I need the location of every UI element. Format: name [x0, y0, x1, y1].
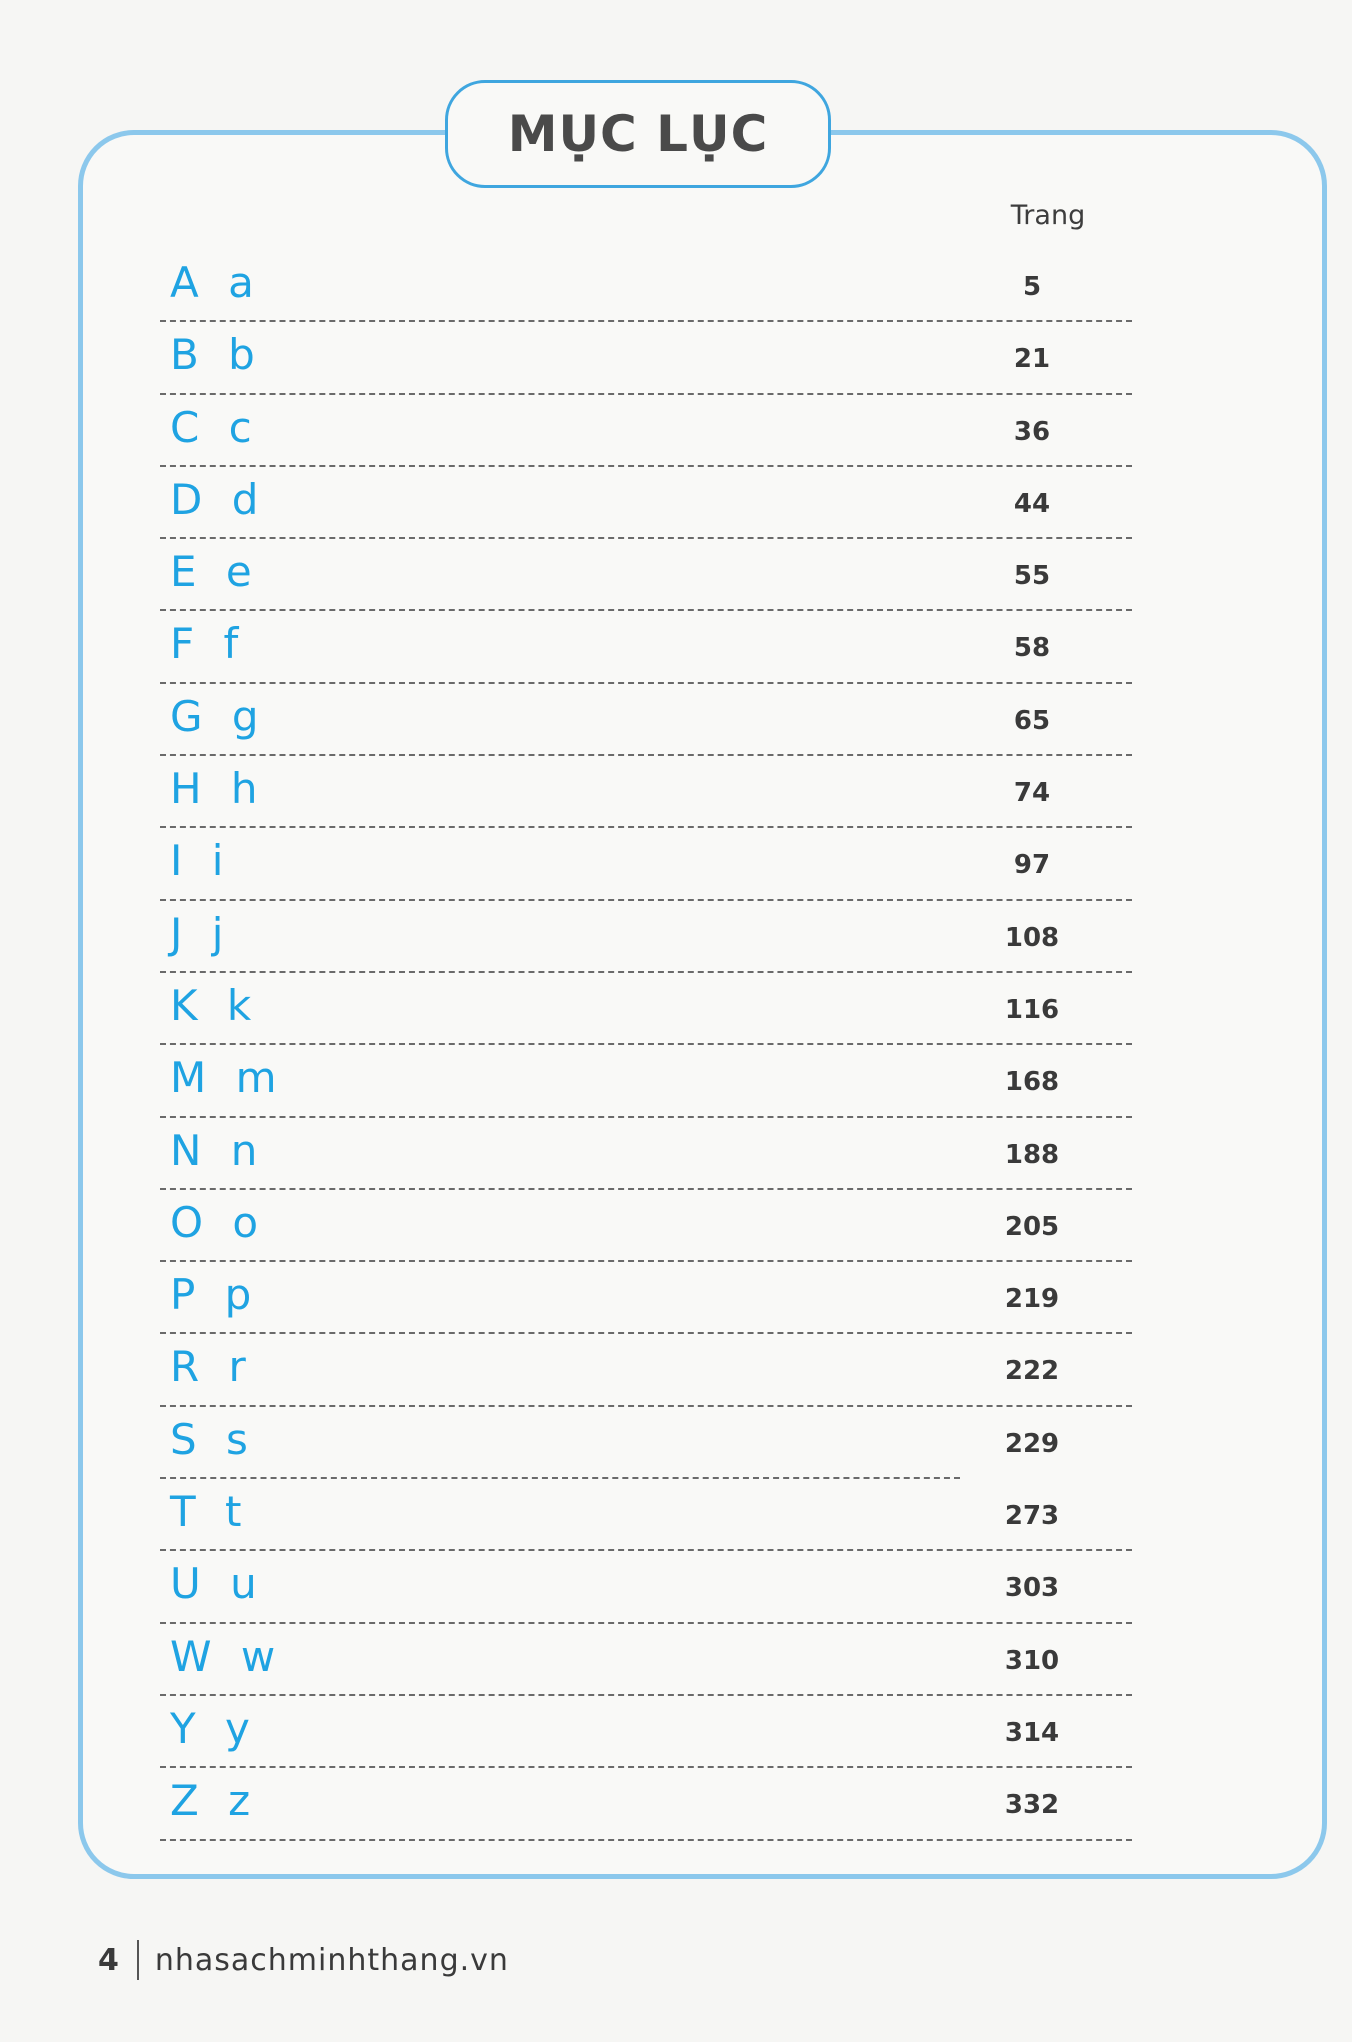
toc-letter: A a	[170, 258, 262, 307]
footer-website[interactable]: nhasachminhthang.vn	[154, 1942, 509, 1978]
toc-page: 188	[1004, 1139, 1060, 1170]
toc-letter: N n	[170, 1125, 266, 1175]
toc-row[interactable]	[160, 1551, 1132, 1623]
toc-row[interactable]	[160, 756, 1132, 828]
toc-row[interactable]	[160, 1479, 1132, 1551]
toc-letter: H h	[170, 764, 266, 814]
toc-letter: D d	[170, 474, 267, 524]
toc-letter: U u	[170, 1559, 265, 1609]
toc-letter: Z z	[170, 1776, 259, 1826]
toc-row[interactable]	[160, 973, 1132, 1045]
toc-page: 222	[1004, 1356, 1060, 1387]
toc-letter: F f	[170, 619, 247, 669]
page-column-header: Trang	[1010, 200, 1086, 231]
toc-page: 36	[1013, 416, 1051, 447]
toc-page: 219	[1004, 1284, 1060, 1315]
toc-page: 58	[1013, 633, 1051, 664]
toc-row[interactable]	[160, 1407, 1132, 1479]
toc-row[interactable]	[160, 322, 1132, 394]
toc-page: 21	[1013, 344, 1051, 375]
toc-row[interactable]	[160, 684, 1132, 756]
toc-row[interactable]	[160, 1696, 1132, 1768]
toc-row[interactable]	[160, 467, 1132, 539]
toc-letter: G g	[170, 691, 267, 741]
footer-divider	[137, 1940, 139, 1980]
toc-page: 310	[1004, 1645, 1060, 1676]
toc-letter: M m	[170, 1053, 285, 1103]
toc-row[interactable]	[160, 901, 1132, 973]
toc-list	[160, 250, 1132, 1841]
toc-page: 205	[1004, 1211, 1060, 1242]
toc-letter: J j	[170, 908, 232, 958]
page-footer	[98, 1940, 509, 1980]
toc-row[interactable]	[160, 1334, 1132, 1406]
toc-letter: I i	[170, 836, 232, 886]
toc-letter: E e	[170, 547, 260, 597]
toc-page: 116	[1004, 994, 1060, 1025]
footer-page-number: 4	[98, 1942, 119, 1978]
toc-page: 229	[1004, 1428, 1060, 1459]
toc-row[interactable]	[160, 250, 1132, 322]
toc-page: 5	[1022, 272, 1042, 302]
toc-letter: C c	[170, 402, 260, 452]
toc-page: 168	[1004, 1067, 1060, 1098]
toc-row[interactable]	[160, 611, 1132, 683]
toc-letter: B b	[170, 330, 263, 380]
toc-row[interactable]	[160, 539, 1132, 611]
title-box	[445, 80, 831, 188]
toc-page: 44	[1013, 488, 1051, 519]
toc-row[interactable]	[160, 1624, 1132, 1696]
toc-row[interactable]	[160, 1262, 1132, 1334]
toc-page: 74	[1013, 778, 1051, 809]
toc-letter: R r	[170, 1342, 254, 1392]
toc-letter: Y y	[170, 1703, 258, 1753]
toc-row[interactable]	[160, 1190, 1132, 1262]
toc-page: 273	[1004, 1501, 1060, 1532]
toc-row[interactable]	[160, 1118, 1132, 1190]
toc-page: 55	[1013, 561, 1051, 592]
toc-page: 65	[1013, 705, 1051, 736]
toc-page: 108	[1004, 922, 1060, 953]
toc-letter: S s	[170, 1414, 256, 1464]
toc-letter: W w	[170, 1631, 284, 1681]
toc-page: 97	[1013, 850, 1051, 881]
toc-letter: P p	[170, 1270, 260, 1320]
toc-row[interactable]	[160, 395, 1132, 467]
toc-page: 314	[1004, 1717, 1060, 1748]
toc-letter: O o	[170, 1197, 267, 1247]
toc-page: 332	[1004, 1790, 1060, 1821]
toc-letter: T t	[170, 1487, 250, 1537]
toc-row[interactable]	[160, 828, 1132, 900]
toc-letter: K k	[170, 980, 260, 1030]
toc-page: 303	[1004, 1573, 1060, 1604]
page-title: MỤC LỤC	[507, 105, 769, 163]
toc-row[interactable]	[160, 1768, 1132, 1840]
toc-row[interactable]	[160, 1045, 1132, 1117]
